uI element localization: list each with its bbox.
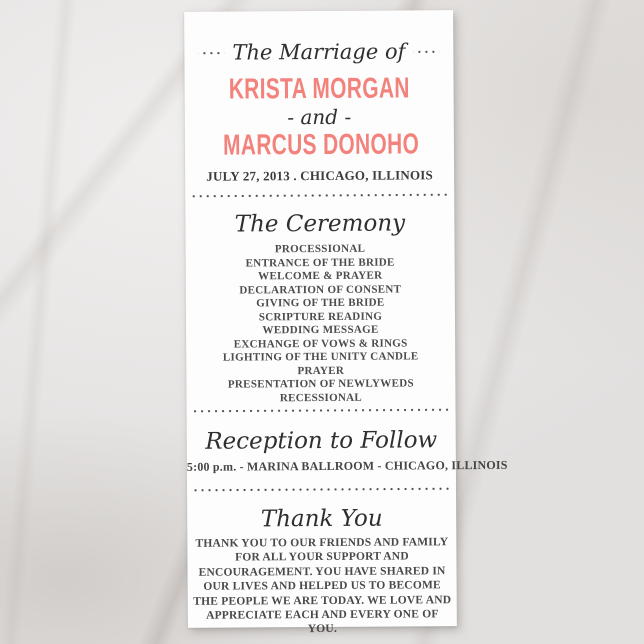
event-date-location: JULY 27, 2013 . CHICAGO, ILLINOIS (206, 167, 434, 184)
ceremony-item: ENTRANCE OF THE BRIDE (245, 256, 395, 269)
groom-name-text: MARCUS DONOHO (222, 128, 420, 162)
ceremony-list (186, 242, 456, 406)
ceremony-item: EXCHANGE OF VOWS & RINGS (233, 336, 408, 351)
dotted-line-right (413, 50, 439, 53)
ceremony-title: The Ceremony (234, 210, 406, 238)
bride-name (184, 72, 453, 106)
marriage-of-header (198, 38, 439, 65)
ceremony-item: PRAYER (297, 364, 345, 377)
ceremony-item: LIGHTING OF THE UNITY CANDLE (222, 350, 419, 364)
marriage-of-text: The Marriage of (232, 39, 406, 65)
ceremony-item: PRESENTATION OF NEWLYWEDS (227, 377, 414, 391)
dotted-separator (192, 408, 451, 413)
ceremony-item: SCRIPTURE READING (258, 310, 383, 323)
ceremony-item: GIVING OF THE BRIDE (256, 296, 385, 310)
ceremony-item: DECLARATION OF CONSENT (239, 283, 402, 296)
wedding-program-card (184, 10, 508, 636)
ceremony-item: WELCOME & PRAYER (258, 269, 383, 283)
reception-details: 5:00 p.m. - MARINA BALLROOM - CHICAGO, ILLINOIS (186, 457, 508, 474)
ceremony-item: WEDDING MESSAGE (262, 323, 379, 337)
and-connector: - and - (287, 104, 352, 130)
groom-name (185, 128, 454, 162)
dotted-separator (190, 193, 449, 198)
dotted-line-left (198, 51, 224, 54)
thank-you-message: THANK YOU TO OUR FRIENDS AND FAMILY FOR ALL YOUR SUPPORT AND ENCOURAGEMENT. YOU HAVE SHARED IN OUR LIVES AND HELPED US TO BECOME THE PEOPLE WE ARE TODAY. WE LOVE AND APPRECIATE EACH AND EVERY ONE OF YOU. (193, 536, 452, 636)
reception-title: Reception to Follow (205, 427, 438, 455)
ceremony-item: RECESSIONAL (279, 391, 363, 404)
thank-you-title: Thank You (260, 505, 383, 533)
bride-name-text: KRISTA MORGAN (228, 72, 410, 106)
dotted-separator (192, 487, 451, 492)
ceremony-item: PROCESSIONAL (274, 242, 366, 256)
